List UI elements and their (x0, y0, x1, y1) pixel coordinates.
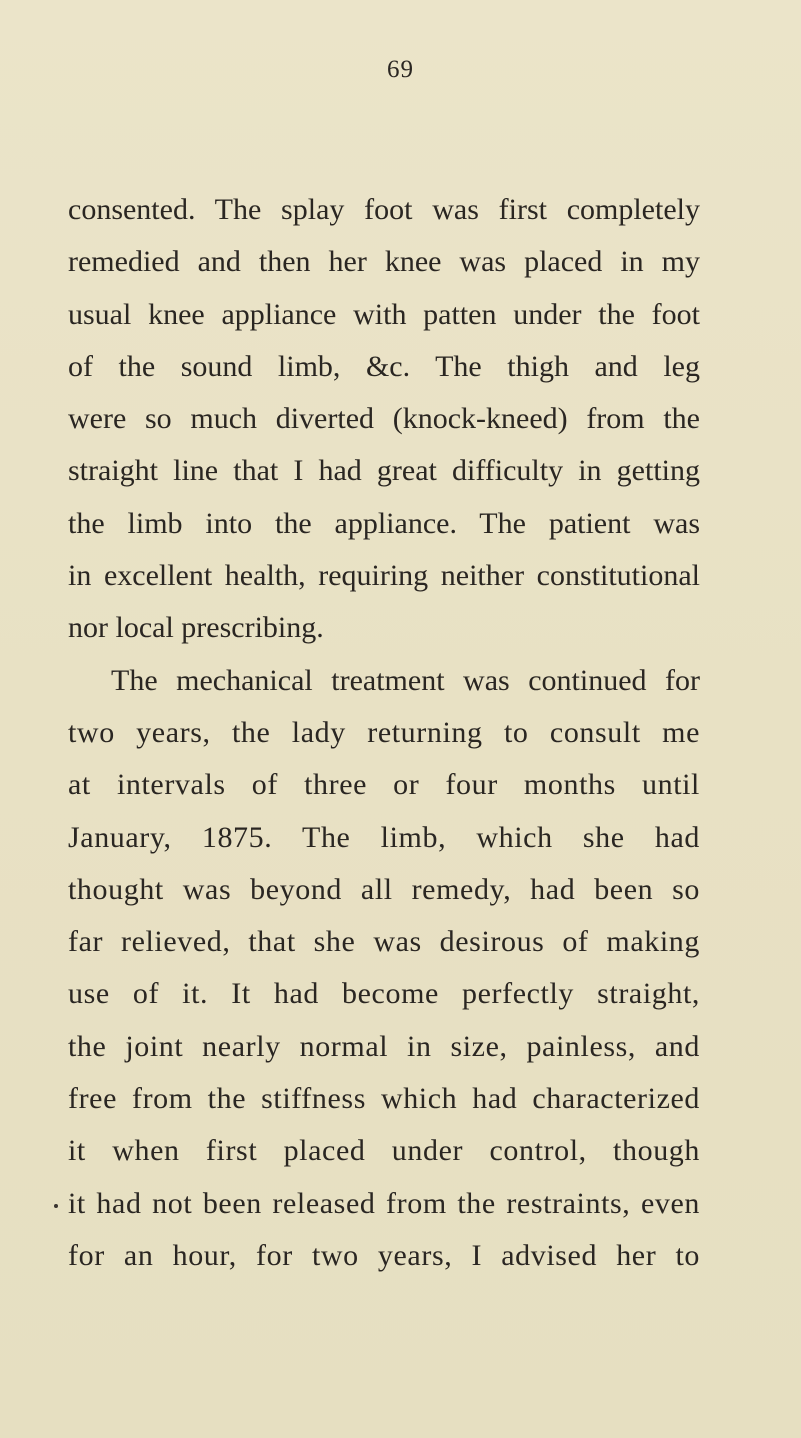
text-line: nor local prescribing. (68, 611, 324, 645)
text-line: straight line that I had great difficulty in getting (68, 454, 700, 488)
text-line: were so much diverted (knock-kneed) from the (68, 402, 700, 436)
text-line: it had not been released from the restraints, even (68, 1186, 700, 1220)
body-text (68, 184, 700, 1282)
text-line: remedied and then her knee was placed in my (68, 245, 700, 279)
text-line: use of it. It had become perfectly straight, (68, 977, 700, 1011)
margin-mark (54, 1204, 58, 1208)
text-line: two years, the lady returning to consult me (68, 715, 700, 749)
text-line: the limb into the appliance. The patient was (68, 506, 700, 540)
page-number: 69 (387, 56, 414, 83)
text-line: at intervals of three or four months until (68, 768, 700, 802)
text-line: in excellent health, requiring neither constitutional (68, 559, 700, 593)
text-line: usual knee appliance with patten under the foot (68, 297, 700, 331)
text-line: consented. The splay foot was first completely (68, 193, 700, 226)
text-line: thought was beyond all remedy, had been so (68, 872, 700, 906)
text-line: of the sound limb, &c. The thigh and leg (68, 349, 700, 383)
text-line: free from the stiffness which had characterized (68, 1082, 700, 1116)
text-line: for an hour, for two years, I advised her to (68, 1238, 700, 1272)
text-line: the joint nearly normal in size, painless, and (68, 1029, 700, 1063)
text-line: The mechanical treatment was continued for (111, 663, 700, 697)
text-line: far relieved, that she was desirous of making (68, 925, 700, 959)
text-line: January, 1875. The limb, which she had (68, 820, 700, 854)
text-line: it when first placed under control, though (68, 1134, 700, 1168)
